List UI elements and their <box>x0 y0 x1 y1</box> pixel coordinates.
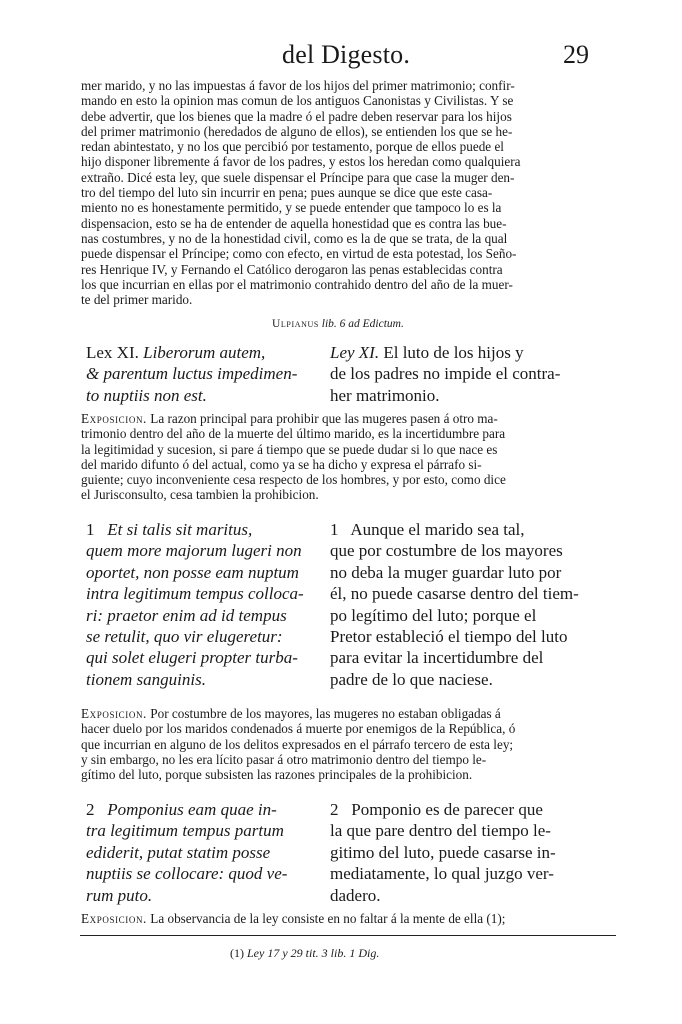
text-line: rum puto. <box>86 885 153 905</box>
lex-label: Lex XI. <box>86 343 139 362</box>
text-line: hijo disponer libremente á favor de los padres, y estos los heredan como qualquiera <box>81 154 521 170</box>
text-line: de los padres no impide el contra- <box>330 364 561 384</box>
section-2-latin <box>86 799 320 906</box>
text-line: ediderit, putat statim posse <box>86 842 271 862</box>
text-line: que por costumbre de los mayores <box>330 541 563 561</box>
text-line: padre de lo que naciese. <box>330 669 493 689</box>
text-line: nas costumbres, y no de la honestidad civil, como es la de que se trata, de la qual <box>81 230 508 246</box>
text-line: para evitar la incertidumbre del <box>330 648 544 668</box>
text-line: gitimo del luto, puede casarse in- <box>330 842 556 862</box>
text-line: La observancia de la ley consiste en no faltar á la mente de ella (1); <box>150 911 506 926</box>
exposicion-label: Exposicion. <box>81 911 147 926</box>
text-line: tra legitimum tempus partum <box>86 821 284 841</box>
footnote-divider <box>80 935 616 936</box>
text-line: que incurrian en alguno de los delitos expresados en el párrafo tercero de esta ley; <box>81 736 514 752</box>
text-line: Pomponio es de parecer que <box>351 800 543 819</box>
section-number: 1 <box>86 520 95 539</box>
text-line: del marido difunto ó del actual, como ya se ha dicho y expresa el párrafo si- <box>81 456 482 472</box>
exposicion-paragraph <box>81 911 609 926</box>
lex-xi-spanish <box>330 342 608 406</box>
text-line: her matrimonio. <box>330 385 440 405</box>
section-number: 2 <box>86 800 95 819</box>
page-number: 29 <box>563 40 589 69</box>
text-line: quem more majorum lugeri non <box>86 541 302 561</box>
intro-paragraph <box>81 78 609 307</box>
ley-label: Ley XI. <box>330 343 380 362</box>
exposicion-paragraph <box>81 706 609 782</box>
text-line: trimonio dentro del año de la muerte del último marido, es la incertidumbre para <box>81 426 506 442</box>
section-1-spanish <box>330 519 608 690</box>
text-line: gítimo del luto, porque subsisten las razones principales de la prohibicion. <box>81 767 473 783</box>
lex-xi-latin <box>86 342 320 406</box>
text-line: & parentum luctus impedimen- <box>86 364 298 384</box>
text-line: po legítimo del luto; porque el <box>330 605 537 625</box>
text-line: la que pare dentro del tiempo le- <box>330 821 551 841</box>
text-line: la legitimidad y sucesion, si pare á tiempo que se puede dudar si lo que nace es <box>81 441 498 457</box>
text-line: intra legitimum tempus colloca- <box>86 584 304 604</box>
text-line: to nuptiis non est. <box>86 385 207 405</box>
text-line: El luto de los hijos y <box>383 343 524 362</box>
attribution-reference: lib. 6 ad Edictum. <box>321 318 404 330</box>
footnote <box>230 946 379 961</box>
text-line: tionem sanguinis. <box>86 669 206 689</box>
text-line: dispensacion, esto se ha de entender de aquella honestidad que es contra las bue- <box>81 215 507 231</box>
text-line: Aunque el marido sea tal, <box>350 520 525 539</box>
footnote-marker: (1) <box>230 946 244 960</box>
section-2-spanish <box>330 799 608 906</box>
text-line: La razon principal para prohibir que las mugeres pasen á otro ma- <box>150 411 498 426</box>
exposicion-label: Exposicion. <box>81 706 147 721</box>
section-1-latin <box>86 519 320 690</box>
text-line: dadero. <box>330 885 381 905</box>
text-line: ri: praetor enim ad id tempus <box>86 605 287 625</box>
section-number: 1 <box>330 520 339 539</box>
running-title: del Digesto. <box>282 40 411 69</box>
exposicion-label: Exposicion. <box>81 411 147 426</box>
text-line: te del primer marido. <box>81 292 193 308</box>
text-line: no deba la muger guardar luto por <box>330 562 562 582</box>
text-line: los que incurrian en ellas por el matrimonio contrahido dentro del año de la muer- <box>81 276 513 292</box>
attribution <box>272 318 404 330</box>
footnote-text: Ley 17 y 29 tit. 3 lib. 1 Dig. <box>247 946 380 960</box>
text-line: Pomponius eam quae in- <box>107 800 277 819</box>
text-line: debe advertir, que los bienes que la madre ó el padre deben reservar para los hijos <box>81 108 512 124</box>
text-line: mer marido, y no las impuestas á favor de los hijos del primer matrimonio; confir- <box>81 78 515 93</box>
text-line: se retulit, quo vir elugeretur: <box>86 627 283 647</box>
text-line: del primer matrimonio (heredados de alguno de ellos), se entienden los que se he- <box>81 123 513 139</box>
text-line: Pretor estableció el tiempo del luto <box>330 627 568 647</box>
text-line: mando en esto la opinion mas comun de los antiguos Canonistas y Civilistas. Y se <box>81 93 514 109</box>
text-line: y sin embargo, no les era lícito pasar á otro matrimonio dentro del tiempo le- <box>81 751 487 767</box>
text-line: qui solet elugeri propter turba- <box>86 648 298 668</box>
text-line: tro del tiempo del luto sin incurrir en pena; pues aunque se dice que este casa- <box>81 185 493 201</box>
text-line: Por costumbre de los mayores, las mugeres no estaban obligadas á <box>150 706 501 721</box>
exposicion-paragraph <box>81 411 609 503</box>
text-line: Et si talis sit maritus, <box>107 520 253 539</box>
text-line: extraño. Dicé esta ley, que suele dispensar el Príncipe para que case la muger den- <box>81 169 515 185</box>
text-line: hacer duelo por los maridos condenados á muerte por enemigos de la República, ó <box>81 721 516 737</box>
text-line: el Jurisconsulto, cesa tambien la prohibicion. <box>81 487 319 503</box>
text-line: puede dispensar el Príncipe; como con efecto, en virtud de esta potestad, los Seño- <box>81 246 517 262</box>
text-line: mediatamente, lo qual juzgo ver- <box>330 864 554 884</box>
text-line: redan abintestato, y no los que percibió por testamento, porque de ellos puede el <box>81 139 504 155</box>
text-line: res Henrique IV, y Fernando el Católico derogaron las penas establecidas contra <box>81 261 503 277</box>
text-line: Liberorum autem, <box>143 343 266 362</box>
text-line: miento no es honestamente permitido, y se puede entender que tampoco lo es la <box>81 200 502 216</box>
text-line: él, no puede casarse dentro del tiem- <box>330 584 579 604</box>
attribution-author: Ulpianus <box>272 318 319 330</box>
section-number: 2 <box>330 800 339 819</box>
text-line: guiente; cuyo inconveniente cesa respecto de los hombres, y por esto, como dice <box>81 472 506 488</box>
text-line: oportet, non posse eam nuptum <box>86 562 299 582</box>
text-line: nuptiis se collocare: quod ve- <box>86 864 288 884</box>
